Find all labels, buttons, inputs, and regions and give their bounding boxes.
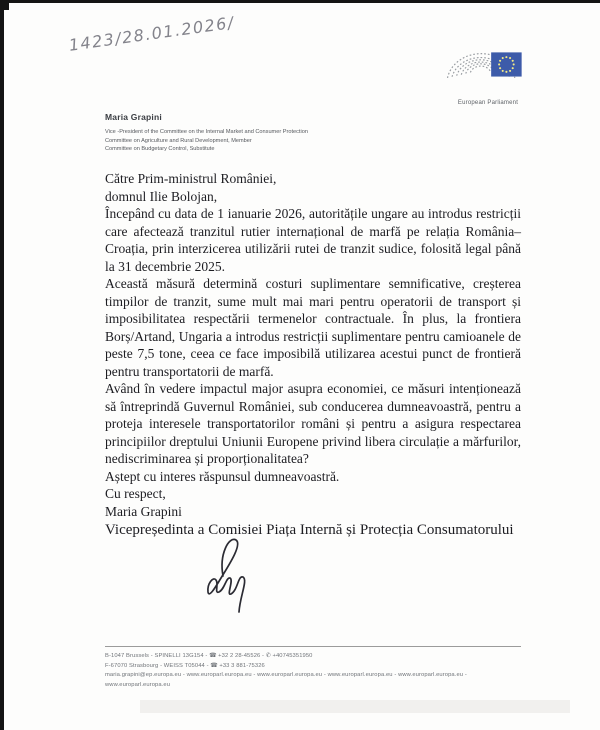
scan-shadow-band [140,700,570,713]
paragraph-2: Această măsură determină costuri suplimentare semnificative, creșterea timpilor de tranzit, sume mult mai mari pentru operatorii de transport și imposibilitatea respectării termenelor contractuale. În plus, la frontiera Borș/Artand, Ungaria a introdus restricții suplimentare pentru camioanele de peste 7,5 tone, ceea ce face imposibilă utilizarea acestui punct de frontieră pentru transportatorii de marfă. [105,276,521,379]
letterhead-footer [105,646,521,690]
eu-flag-icon [491,52,521,76]
closing-request: Aștept cu interes răspunsul dumneavoastră. [105,468,340,484]
scan-edge-corner [0,0,9,10]
footer-email-web: maria.grapini@ep.europa.eu - www.europarl.europa.eu - www.europarl.europa.eu - www.europarl.europa.eu - www.europarl.europa.eu - www.europarl.europa.eu [105,672,467,688]
footer-strasbourg-contact: F-67070 Strasbourg - WEISS T05044 - ☎ +33 3 881-75326 [105,662,265,669]
sender-title-line: Committee on Budgetary Control, Substitute [105,146,215,153]
salutation-recipient: Către Prim-ministrul României, [105,171,277,186]
footer-brussels-contact: B-1047 Brussels - SPINELLI 13G154 - ☎ +32 2 28-45526 - ✆ +40745351950 [105,653,313,659]
sender-titles [105,128,425,154]
signer-name: Maria Grapini [105,503,182,519]
sender-block [105,112,425,154]
logo-caption: European Parliament [457,100,519,106]
paragraph-1: Începând cu data de 1 ianuarie 2026, autoritățile ungare au introdus restricții care afectează tranzitul rutier internațional de marfă pe relația România–Croația, prin interzicerea utilizării rutei de tranzit sudice, folosită legal până la 31 decembrie 2025. [105,206,521,274]
sender-title-line: Committee on Agriculture and Rural Development, Member [105,137,252,144]
handwritten-signature [193,534,271,614]
scan-edge-left [0,0,4,730]
paragraph-3: Având în vedere impactul major asupra economiei, ce măsuri intenționează să întreprindă Guvernul României, sub conducerea dumneavoastră, pentru a proteja interesele transportatorilor români și pentru a asigura respectarea principiilor dreptului Uniunii Europene privind libera circulație a mărfurilor, nediscriminarea și proporționalitatea? [105,381,521,466]
footer-divider [105,646,521,647]
sender-name: Maria Grapini [105,112,162,122]
ep-hemicycle-flag-icon [447,36,529,94]
letter-body [105,170,521,541]
sign-off: Cu respect, [105,486,166,501]
sender-title-line: Vice -President of the Committee on the Internal Market and Consumer Protection [105,129,308,135]
european-parliament-logo [447,36,529,106]
handwritten-registration-number: 1423/28.01.2026/ [67,12,236,55]
signer-title: Vicepreședinta a Comisiei Piața Internă și Protecția Consumatorului [105,522,514,538]
scan-edge-top [0,0,600,3]
salutation-name: domnul Ilie Bolojan, [105,188,218,204]
